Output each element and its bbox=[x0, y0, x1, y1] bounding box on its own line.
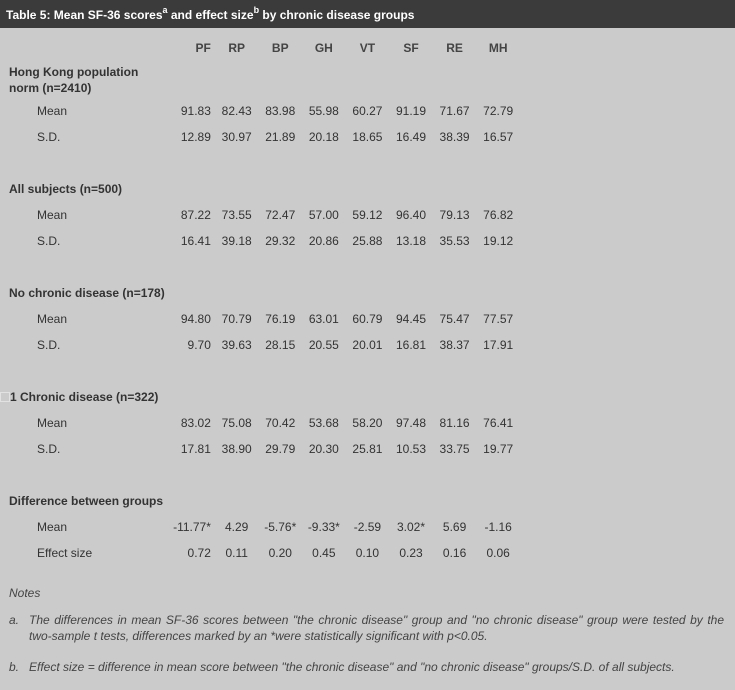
row-label: Mean bbox=[37, 104, 68, 118]
table-cell: 63.01 bbox=[308, 312, 339, 326]
table-cell: 59.12 bbox=[352, 208, 383, 222]
row-label: Mean bbox=[37, 208, 68, 222]
table-row bbox=[0, 514, 520, 540]
table-cell: 53.68 bbox=[308, 416, 339, 430]
table-cell: 16.57 bbox=[483, 130, 514, 144]
table-cell: 20.30 bbox=[308, 442, 339, 456]
group-label bbox=[0, 280, 520, 306]
table-row bbox=[0, 306, 520, 332]
spacer-cell bbox=[0, 254, 520, 280]
table-cell: 0.11 bbox=[225, 546, 248, 560]
note-a bbox=[9, 612, 724, 644]
table-cell: 19.77 bbox=[483, 442, 514, 456]
group-label bbox=[0, 488, 520, 514]
group-label-text: No chronic disease (n=178) bbox=[9, 286, 165, 300]
table-cell: 91.83 bbox=[180, 104, 211, 118]
row-label: S.D. bbox=[37, 338, 61, 352]
table-cell: 16.49 bbox=[395, 130, 426, 144]
table-cell: 55.98 bbox=[308, 104, 339, 118]
table-cell: 5.69 bbox=[442, 520, 467, 534]
group-label-text: Difference between groups bbox=[9, 494, 164, 508]
table-row bbox=[0, 540, 520, 566]
table-cell: 0.16 bbox=[442, 546, 467, 560]
column-header: RE bbox=[446, 41, 463, 55]
checkbox-icon bbox=[0, 392, 10, 402]
table-row bbox=[0, 228, 520, 254]
column-header: VT bbox=[359, 41, 376, 55]
table-row bbox=[0, 436, 520, 462]
table-cell: 72.79 bbox=[483, 104, 514, 118]
header-blank bbox=[0, 34, 167, 62]
table-cell: 33.75 bbox=[439, 442, 470, 456]
table-cell: 0.72 bbox=[187, 546, 211, 560]
table-cell: 20.18 bbox=[308, 130, 339, 144]
table-cell: 38.39 bbox=[439, 130, 470, 144]
group-label bbox=[0, 384, 520, 410]
table-cell: 0.45 bbox=[312, 546, 336, 560]
group-label-text: Hong Kong population norm (n=2410) bbox=[9, 65, 139, 95]
table-cell: 10.53 bbox=[395, 442, 426, 456]
table-cell: 4.29 bbox=[225, 520, 249, 534]
table-cell: 0.10 bbox=[355, 546, 380, 560]
table-cell: 58.20 bbox=[352, 416, 383, 430]
table-cell: 81.16 bbox=[439, 416, 470, 430]
row-label: Mean bbox=[37, 312, 68, 326]
table-cell: 28.15 bbox=[265, 338, 296, 352]
table-cell: 0.20 bbox=[268, 546, 292, 560]
table-cell: 12.89 bbox=[180, 130, 211, 144]
table-cell: 38.37 bbox=[439, 338, 470, 352]
group-label bbox=[0, 176, 520, 202]
spacer-row bbox=[0, 358, 520, 384]
table-cell: 16.41 bbox=[180, 234, 211, 248]
spacer-row bbox=[0, 462, 520, 488]
group-label-text: All subjects (n=500) bbox=[9, 182, 123, 196]
table-cell: 39.18 bbox=[221, 234, 252, 248]
table-row bbox=[0, 124, 520, 150]
table-cell: -5.76* bbox=[264, 520, 297, 534]
table-cell: 77.57 bbox=[483, 312, 514, 326]
table-cell: 91.19 bbox=[395, 104, 426, 118]
table-cell: 3.02* bbox=[396, 520, 425, 534]
table-cell: 39.63 bbox=[221, 338, 252, 352]
note-b bbox=[9, 659, 724, 675]
table-cell: 70.79 bbox=[221, 312, 252, 326]
table-cell: 76.19 bbox=[265, 312, 296, 326]
spacer-cell bbox=[0, 358, 520, 384]
table-cell: 83.98 bbox=[265, 104, 296, 118]
table-cell: 35.53 bbox=[439, 234, 470, 248]
group-row bbox=[0, 280, 520, 306]
row-label: Effect size bbox=[37, 546, 93, 560]
table-cell: 60.27 bbox=[352, 104, 383, 118]
table-cell: 13.18 bbox=[395, 234, 426, 248]
table-cell: 29.79 bbox=[265, 442, 296, 456]
note-text: Effect size = difference in mean score between "the chronic disease" and "no chronic disease" groups/S.D. of all subjects. bbox=[29, 660, 675, 674]
table-cell: 76.82 bbox=[483, 208, 514, 222]
table-cell: 79.13 bbox=[439, 208, 470, 222]
table-cell: 70.42 bbox=[265, 416, 296, 430]
note-marker: b. bbox=[9, 660, 20, 674]
table-cell: 83.02 bbox=[180, 416, 211, 430]
column-header: PF bbox=[195, 41, 211, 55]
table-cell: 71.67 bbox=[439, 104, 470, 118]
table-cell: 96.40 bbox=[395, 208, 426, 222]
spacer-cell bbox=[0, 462, 520, 488]
table-cell: 73.55 bbox=[221, 208, 252, 222]
group-row bbox=[0, 384, 520, 410]
spacer-row bbox=[0, 150, 520, 176]
table-cell: 25.88 bbox=[352, 234, 383, 248]
group-row bbox=[0, 488, 520, 514]
header-row bbox=[0, 34, 520, 62]
table-cell: 82.43 bbox=[221, 104, 252, 118]
table-cell: 60.79 bbox=[352, 312, 383, 326]
notes-section bbox=[9, 586, 724, 690]
table-title: Table 5: Mean SF-36 scores$^a$ and effect size$^b$ by chronic disease groups bbox=[0, 0, 735, 28]
table-cell: 57.00 bbox=[308, 208, 339, 222]
table-cell: 38.90 bbox=[221, 442, 252, 456]
table-row bbox=[0, 202, 520, 228]
column-header: MH bbox=[488, 41, 508, 55]
table-cell: -9.33* bbox=[307, 520, 340, 534]
note-text: The differences in mean SF-36 scores between "the chronic disease" group and "no chronic disease" group were tested by the two-sample t tests, differences marked by an *were statistically significant with p<0.05. bbox=[29, 613, 724, 643]
table-cell: 20.01 bbox=[352, 338, 383, 352]
row-label: S.D. bbox=[37, 130, 61, 144]
notes-heading: Notes bbox=[9, 586, 41, 600]
table-cell: 72.47 bbox=[265, 208, 296, 222]
table-row bbox=[0, 410, 520, 436]
table-cell: 9.70 bbox=[187, 338, 211, 352]
column-header: GH bbox=[314, 41, 333, 55]
column-header: BP bbox=[271, 41, 289, 55]
table-cell: 29.32 bbox=[265, 234, 296, 248]
table-cell: -2.59 bbox=[353, 520, 382, 534]
table-cell: 20.86 bbox=[308, 234, 339, 248]
sf36-table bbox=[0, 34, 520, 566]
row-label: S.D. bbox=[37, 234, 61, 248]
table-cell: 87.22 bbox=[180, 208, 211, 222]
table-cell: 0.06 bbox=[486, 546, 510, 560]
table-cell: 97.48 bbox=[395, 416, 426, 430]
table-cell: 75.47 bbox=[439, 312, 470, 326]
table-cell: 0.23 bbox=[399, 546, 423, 560]
table-cell: 20.55 bbox=[308, 338, 339, 352]
table-row bbox=[0, 98, 520, 124]
group-row bbox=[0, 176, 520, 202]
group-row bbox=[0, 62, 520, 98]
table-cell: 18.65 bbox=[352, 130, 383, 144]
table-cell: 76.41 bbox=[483, 416, 514, 430]
table-cell: 94.45 bbox=[395, 312, 426, 326]
table-cell: -1.16 bbox=[484, 520, 512, 534]
table-cell: 75.08 bbox=[221, 416, 252, 430]
table-cell: 19.12 bbox=[483, 234, 514, 248]
table-cell: 17.81 bbox=[180, 442, 211, 456]
group-label bbox=[0, 62, 520, 98]
table-cell: 16.81 bbox=[395, 338, 426, 352]
spacer-row bbox=[0, 254, 520, 280]
table-cell: -11.77* bbox=[173, 520, 211, 534]
table-cell: 30.97 bbox=[221, 130, 252, 144]
row-label: Mean bbox=[37, 520, 68, 534]
table-cell: 94.80 bbox=[180, 312, 211, 326]
table-cell: 21.89 bbox=[265, 130, 296, 144]
table-cell: 17.91 bbox=[483, 338, 514, 352]
table-row bbox=[0, 332, 520, 358]
column-header: SF bbox=[403, 41, 419, 55]
row-label: Mean bbox=[37, 416, 68, 430]
column-header: RP bbox=[228, 41, 246, 55]
note-marker: a. bbox=[9, 613, 20, 627]
group-label-text: 1 Chronic disease (n=322) bbox=[10, 390, 159, 404]
spacer-cell bbox=[0, 150, 520, 176]
table-cell: 25.81 bbox=[352, 442, 383, 456]
row-label: S.D. bbox=[37, 442, 61, 456]
